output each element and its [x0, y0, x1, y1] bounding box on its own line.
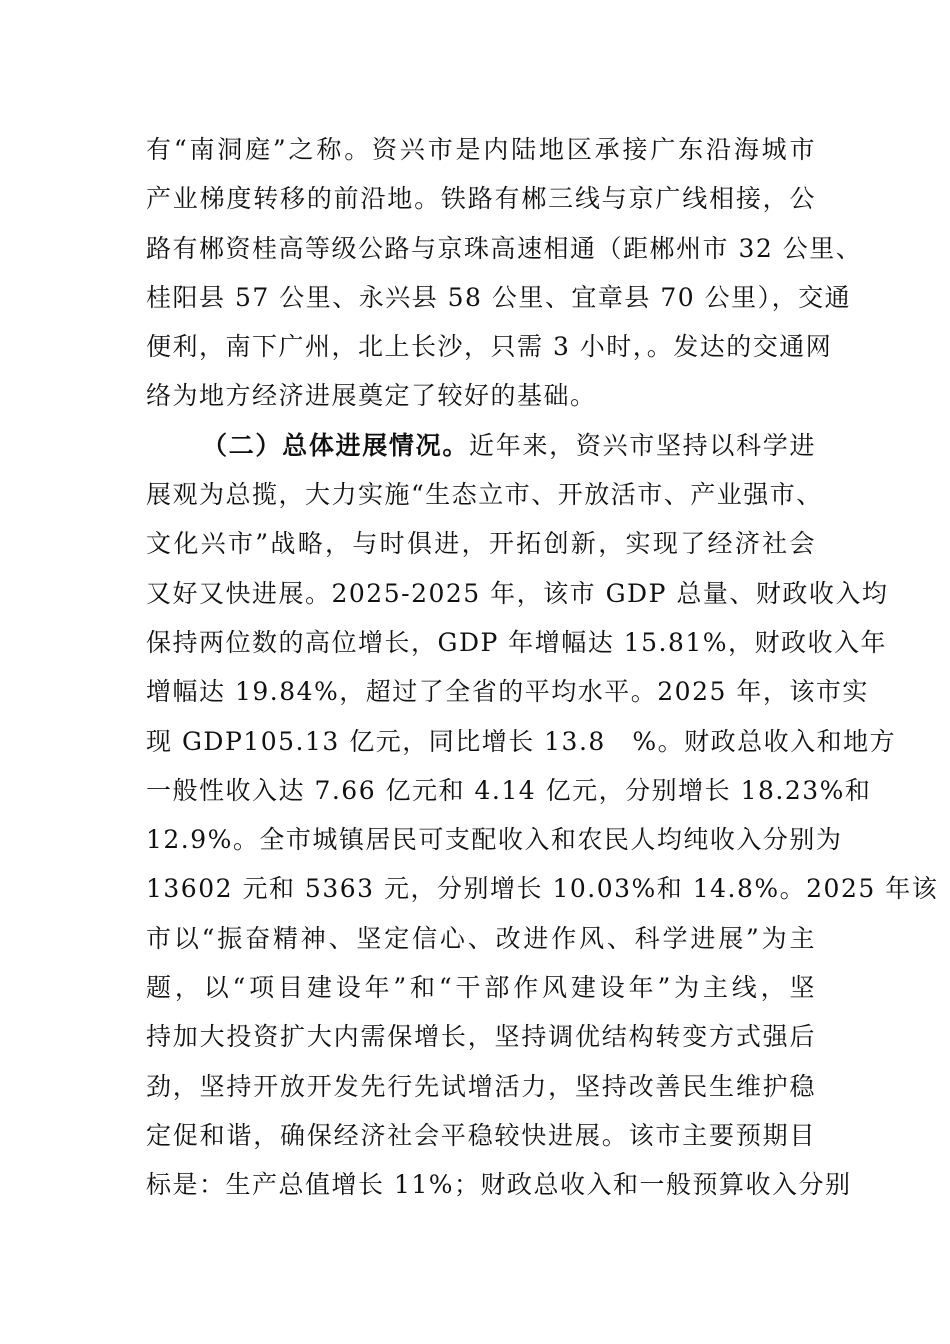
paragraph-line: 标是：生产总值增长 11%；财政总收入和一般预算收入分别	[146, 1170, 852, 1200]
paragraph-line: 现 GDP105.13 亿元，同比增长 13.8 %。财政总收入和地方	[146, 726, 897, 756]
paragraph-line: 增幅达 19.84%，超过了全省的平均水平。2025 年，该市实	[146, 677, 869, 707]
paragraph-line: 展观为总揽，大力实施“生态立市、开放活市、产业强市、	[146, 480, 823, 510]
paragraph-text: 近年来，资兴市坚持以科学进	[469, 430, 816, 460]
paragraph-line: 市以“振奋精神、坚定信心、改进作风、科学进展”为主	[146, 923, 816, 953]
body-text	[146, 125, 939, 1210]
paragraph-line: 保持两位数的高位增长，GDP 年增幅达 15.81%，财政收入年	[146, 627, 888, 657]
paragraph-line: 桂阳县 57 公里、永兴县 58 公里、宜章县 70 公里），交通	[146, 282, 852, 312]
paragraph-line: 文化兴市”战略，与时俱进，开拓创新，实现了经济社会	[146, 529, 816, 559]
paragraph-line: 路有郴资桂高等级公路与京珠高速相通（距郴州市 32 公里、	[146, 233, 863, 263]
paragraph-line: 12.9%。全市城镇居民可支配收入和农民人均纯收入分别为	[146, 825, 843, 855]
paragraph-line: 产业梯度转移的前沿地。铁路有郴三线与京广线相接，公	[146, 184, 816, 214]
paragraph-first-line	[146, 421, 816, 470]
paragraph-line: 又好又快进展。2025-2025 年，该市 GDP 总量、财政收入均	[146, 578, 889, 608]
paragraph-line: 13602 元和 5363 元，分别增长 10.03%和 14.8%。2025 年该	[146, 874, 939, 904]
paragraph-line: 一般性收入达 7.66 亿元和 4.14 亿元，分别增长 18.23%和	[146, 775, 872, 805]
paragraph-line: 便利，南下广州，北上长沙，只需 3 小时，。发达的交通网	[146, 332, 833, 362]
paragraph-line: 持加大投资扩大内需保增长，坚持调优结构转变方式强后	[146, 1022, 816, 1052]
paragraph-line: 定促和谐，确保经济社会平稳较快进展。该市主要预期目	[146, 1120, 816, 1150]
paragraph-line: 题，以“项目建设年”和“干部作风建设年”为主线，坚	[146, 973, 816, 1003]
section-heading: （二）总体进展情况。	[202, 430, 470, 460]
paragraph-line: 络为地方经济进展奠定了较好的基础。	[146, 381, 597, 411]
paragraph-line: 有“南洞庭”之称。资兴市是内陆地区承接广东沿海城市	[146, 135, 816, 164]
paragraph-line: 劲，坚持开放开发先行先试增活力，坚持改善民生维护稳	[146, 1071, 816, 1101]
